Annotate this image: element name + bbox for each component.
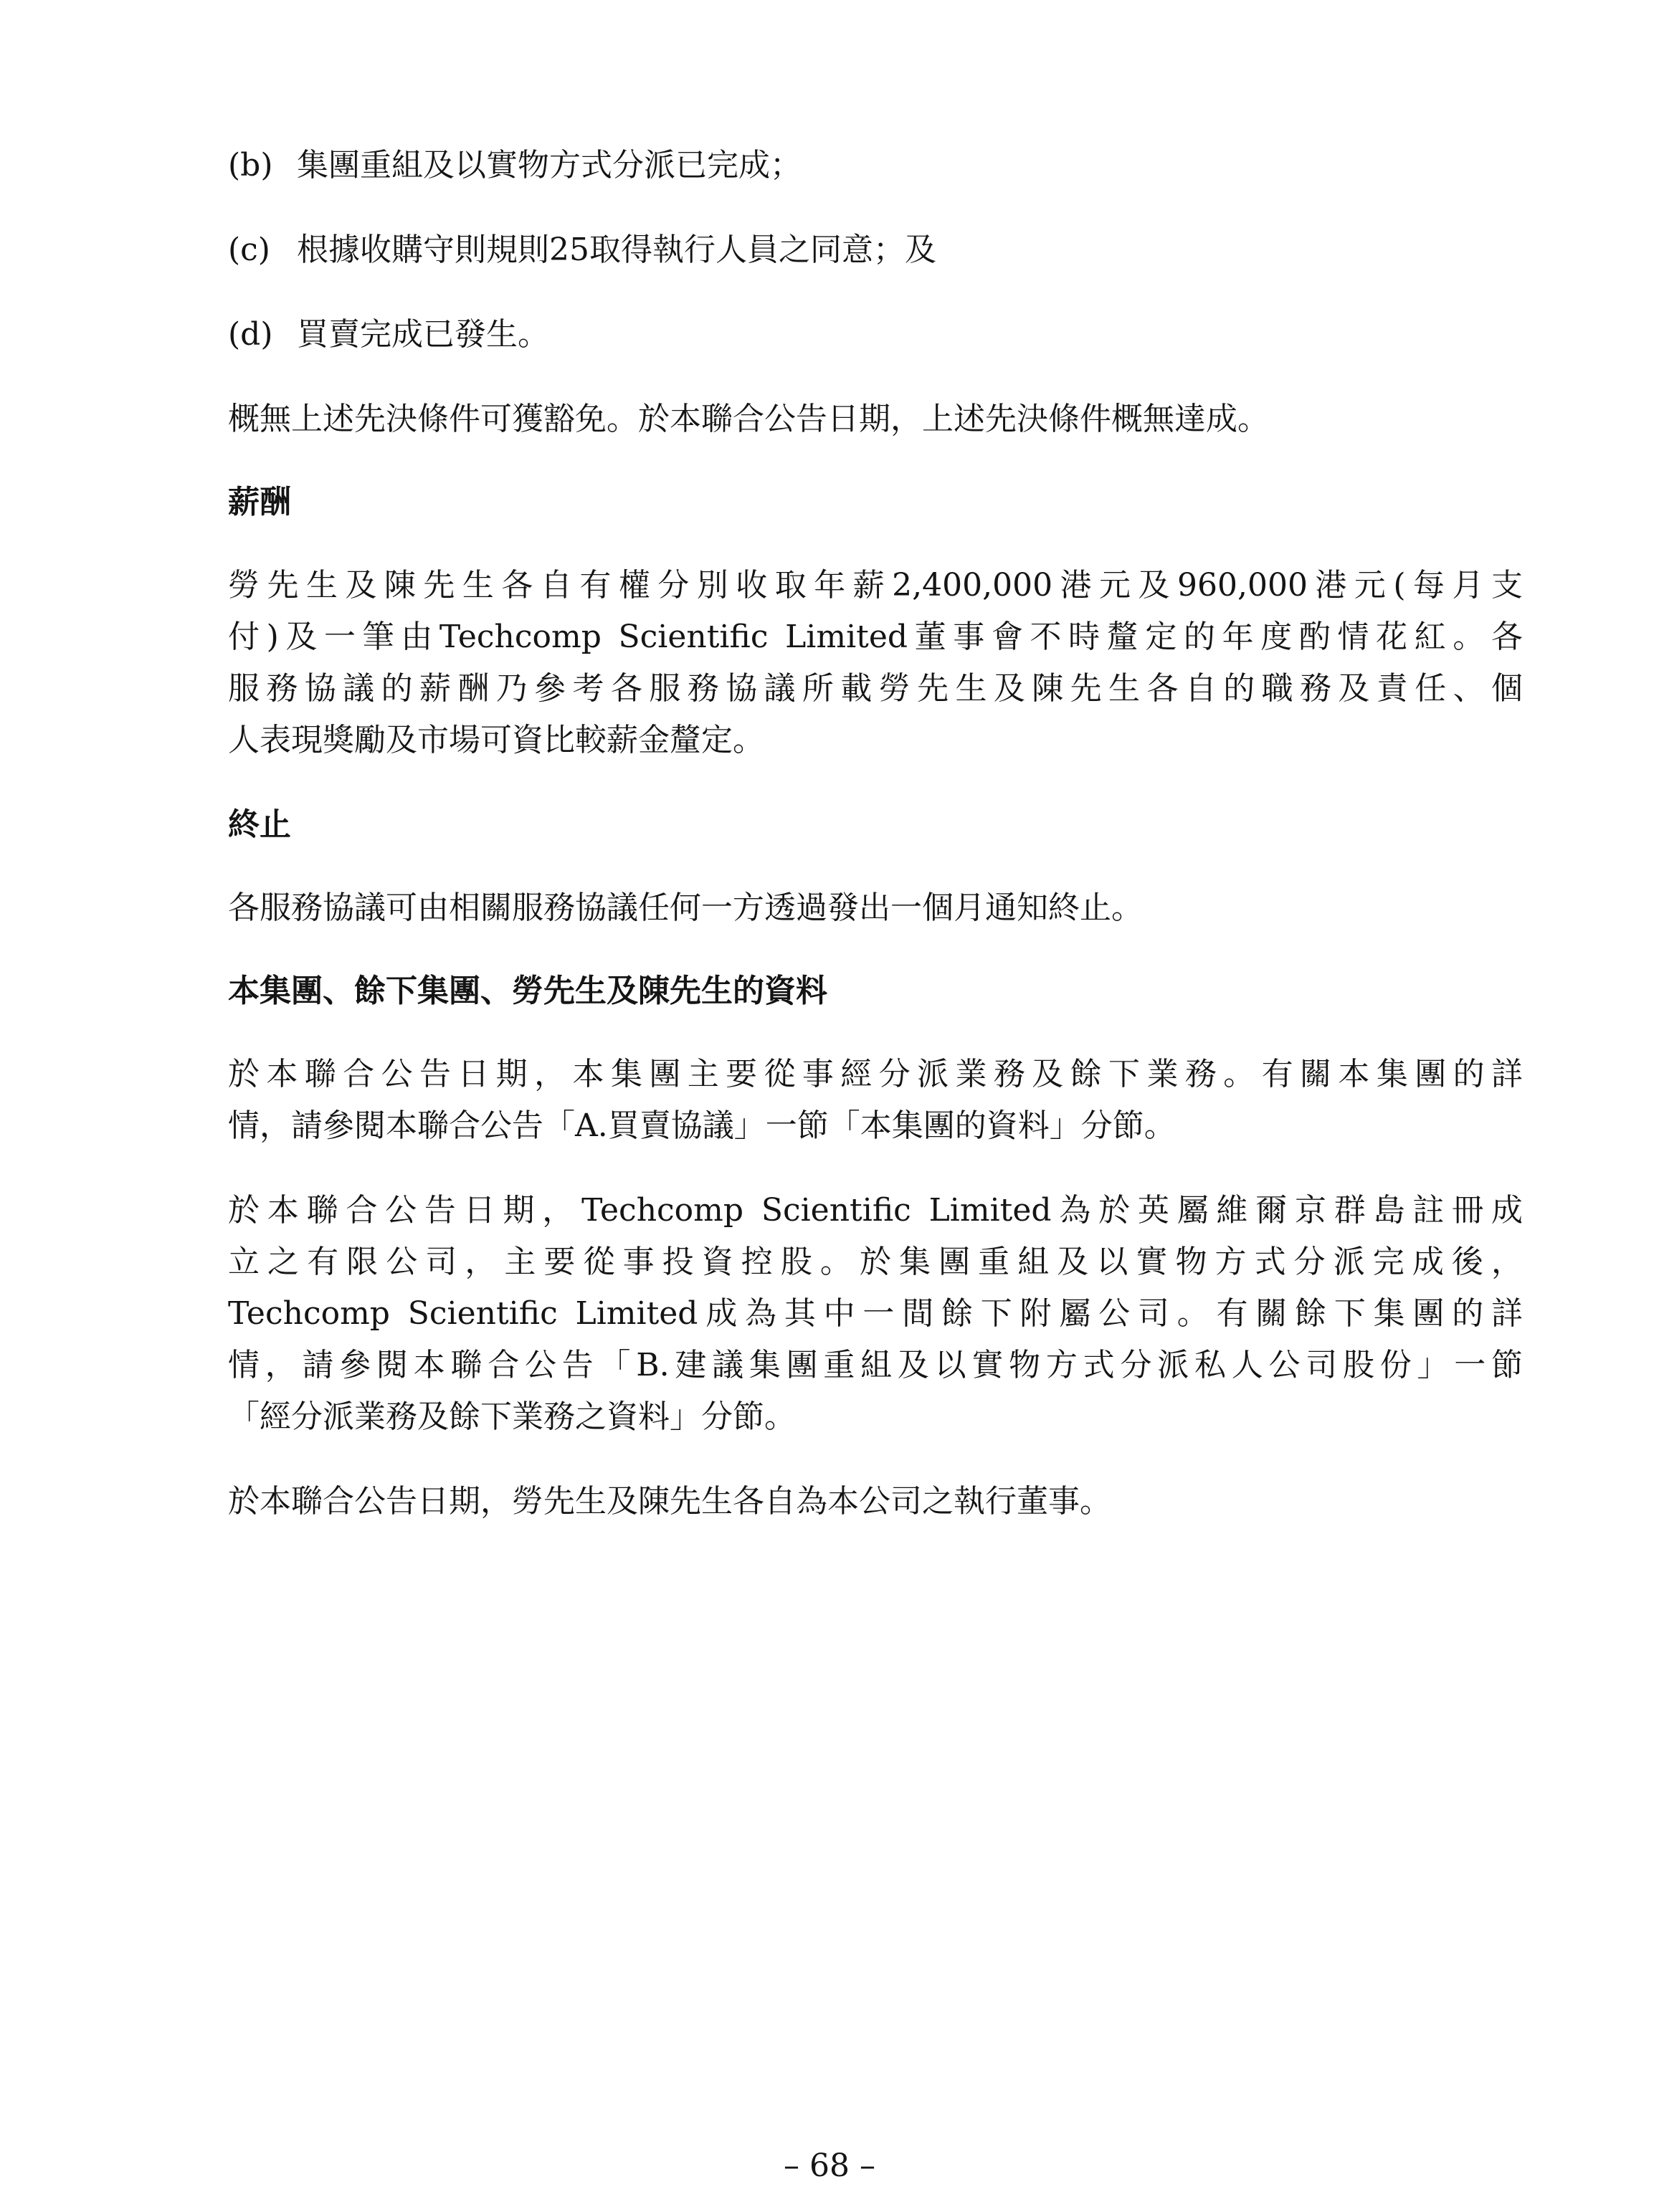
paragraph-line: 於本聯合公告日期，本集團主要從事經分派業務及餘下業務。有關本集團的詳 <box>228 1056 1523 1092</box>
condition-item-c <box>228 224 1523 276</box>
condition-text: 集團重組及以實物方式分派已完成； <box>297 147 802 183</box>
paragraph-line: 於本聯合公告日期，勞先生及陳先生各自為本公司之執行董事。 <box>228 1483 1111 1520</box>
paragraph-line: 付)及一筆由Techcomp Scientific Limited董事會不時釐定的年度酌情花紅。各 <box>228 619 1523 655</box>
information-paragraph-2 <box>228 1185 1523 1443</box>
section-heading-remuneration: 薪酬 <box>228 484 291 520</box>
paragraph-line: 勞先生及陳先生各自有權分別收取年薪2,400,000港元及960,000港元(每月支 <box>228 567 1523 604</box>
condition-item-d <box>228 309 1523 361</box>
information-paragraph-3 <box>228 1476 1523 1527</box>
conditions-note: 概無上述先決條件可獲豁免。於本聯合公告日期，上述先決條件概無達成。 <box>228 401 1269 437</box>
paragraph-line: 人表現獎勵及市場可資比較薪金釐定。 <box>228 722 764 758</box>
section-heading-termination: 終止 <box>228 806 291 843</box>
paragraph-line: 服務協議的薪酬乃參考各服務協議所載勞先生及陳先生各自的職務及責任、個 <box>228 670 1523 707</box>
paragraph-line: 「經分派業務及餘下業務之資料」分節。 <box>228 1398 796 1435</box>
condition-text: 根據收購守則規則25取得執行人員之同意；及 <box>297 232 936 268</box>
paragraph-line: 立之有限公司，主要從事投資控股。於集團重組及以實物方式分派完成後， <box>228 1244 1523 1280</box>
remuneration-paragraph <box>228 560 1523 766</box>
paragraph-line: 各服務協議可由相關服務協議任何一方透過發出一個月通知終止。 <box>228 890 1143 926</box>
condition-marker: (b) <box>228 147 273 183</box>
condition-marker: (d) <box>228 316 273 353</box>
information-paragraph-1 <box>228 1049 1523 1152</box>
page-number: – 68 – <box>784 2147 875 2184</box>
condition-marker: (c) <box>228 232 270 268</box>
condition-item-b <box>228 140 1523 191</box>
section-heading-information: 本集團、餘下集團、勞先生及陳先生的資料 <box>228 973 827 1009</box>
paragraph-line: 於本聯合公告日期，Techcomp Scientific Limited為於英屬維爾京群島註冊成 <box>228 1192 1523 1229</box>
condition-text: 買賣完成已發生。 <box>297 316 549 353</box>
termination-paragraph <box>228 882 1523 934</box>
paragraph-line: Techcomp Scientific Limited成為其中一間餘下附屬公司。有關餘下集團的詳 <box>228 1295 1523 1332</box>
paragraph-line: 情，請參閱本聯合公告「A.買賣協議」一節「本集團的資料」分節。 <box>228 1107 1176 1144</box>
paragraph-line: 情，請參閱本聯合公告「B.建議集團重組及以實物方式分派私人公司股份」一節 <box>228 1347 1523 1383</box>
